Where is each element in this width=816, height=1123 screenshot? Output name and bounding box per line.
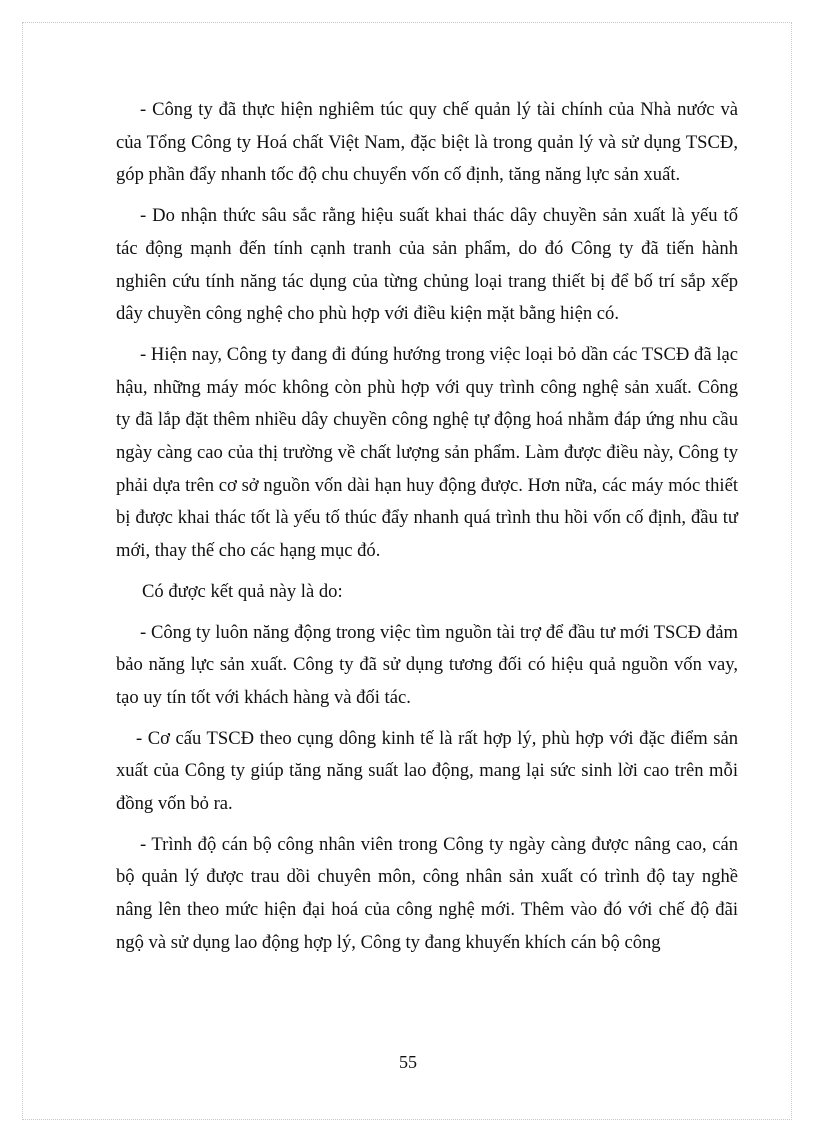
page-number: 55 — [399, 1052, 417, 1072]
paragraph-financial-regulations: - Công ty đã thực hiện nghiêm túc quy chế quản lý tài chính của Nhà nước và của Tổng Công ty Hoá chất Việt Nam, đặc biệt là trong quản lý và sử dụng TSCĐ, góp phần đẩy nhanh tốc độ chu chuyển vốn cố định, tăng năng lực sản xuất. — [116, 99, 738, 186]
paragraph-results-intro: Có được kết quả này là do: — [142, 580, 343, 602]
paragraph-staff-qualification: - Trình độ cán bộ công nhân viên trong Công ty ngày càng được nâng cao, cán bộ quản lý được trau dồi chuyên môn, công nhân sản xuất có trình độ tay nghề nâng lên theo mức hiện đại hoá của công nghệ mới. Thêm vào đó với chế độ đãi ngộ và sử dụng lao động hợp lý, Công ty đang khuyến khích cán bộ công — [116, 833, 738, 953]
document-body — [116, 94, 738, 968]
paragraph-asset-renewal: - Hiện nay, Công ty đang đi đúng hướng trong việc loại bỏ dần các TSCĐ đã lạc hậu, những máy móc không còn phù hợp với quy trình công nghệ sản xuất. Công ty đã lắp đặt thêm nhiều dây chuyền công nghệ tự động hoá nhằm đáp ứng nhu cầu ngày càng cao của thị trường về chất lượng sản phẩm. Làm được điều này, Công ty phải dựa trên cơ sở nguồn vốn dài hạn huy động được. Hơn nữa, các máy móc thiết bị được khai thác tốt là yếu tố thúc đẩy nhanh quá trình thu hồi vốn cố định, đầu tư mới, thay thế cho các hạng mục đó. — [116, 343, 738, 562]
paragraph-production-efficiency: - Do nhận thức sâu sắc rằng hiệu suất khai thác dây chuyền sản xuất là yếu tố tác động mạnh đến tính cạnh tranh của sản phẩm, do đó Công ty đã tiến hành nghiên cứu tính năng tác dụng của từng chủng loại trang thiết bị để bố trí sắp xếp dây chuyền công nghệ cho phù hợp với điều kiện mặt bằng hiện có. — [116, 205, 738, 325]
paragraph-funding-sources: - Công ty luôn năng động trong việc tìm nguồn tài trợ để đầu tư mới TSCĐ đảm bảo năng lực sản xuất. Công ty đã sử dụng tương đối có hiệu quả nguồn vốn vay, tạo uy tín tốt với khách hàng và đối tác. — [116, 621, 738, 708]
paragraph-asset-structure: - Cơ cấu TSCĐ theo cụng dông kinh tế là rất hợp lý, phù hợp với đặc điểm sản xuất của Công ty giúp tăng năng suất lao động, mang lại sức sinh lời cao trên mỗi đồng vốn bỏ ra. — [116, 727, 738, 815]
